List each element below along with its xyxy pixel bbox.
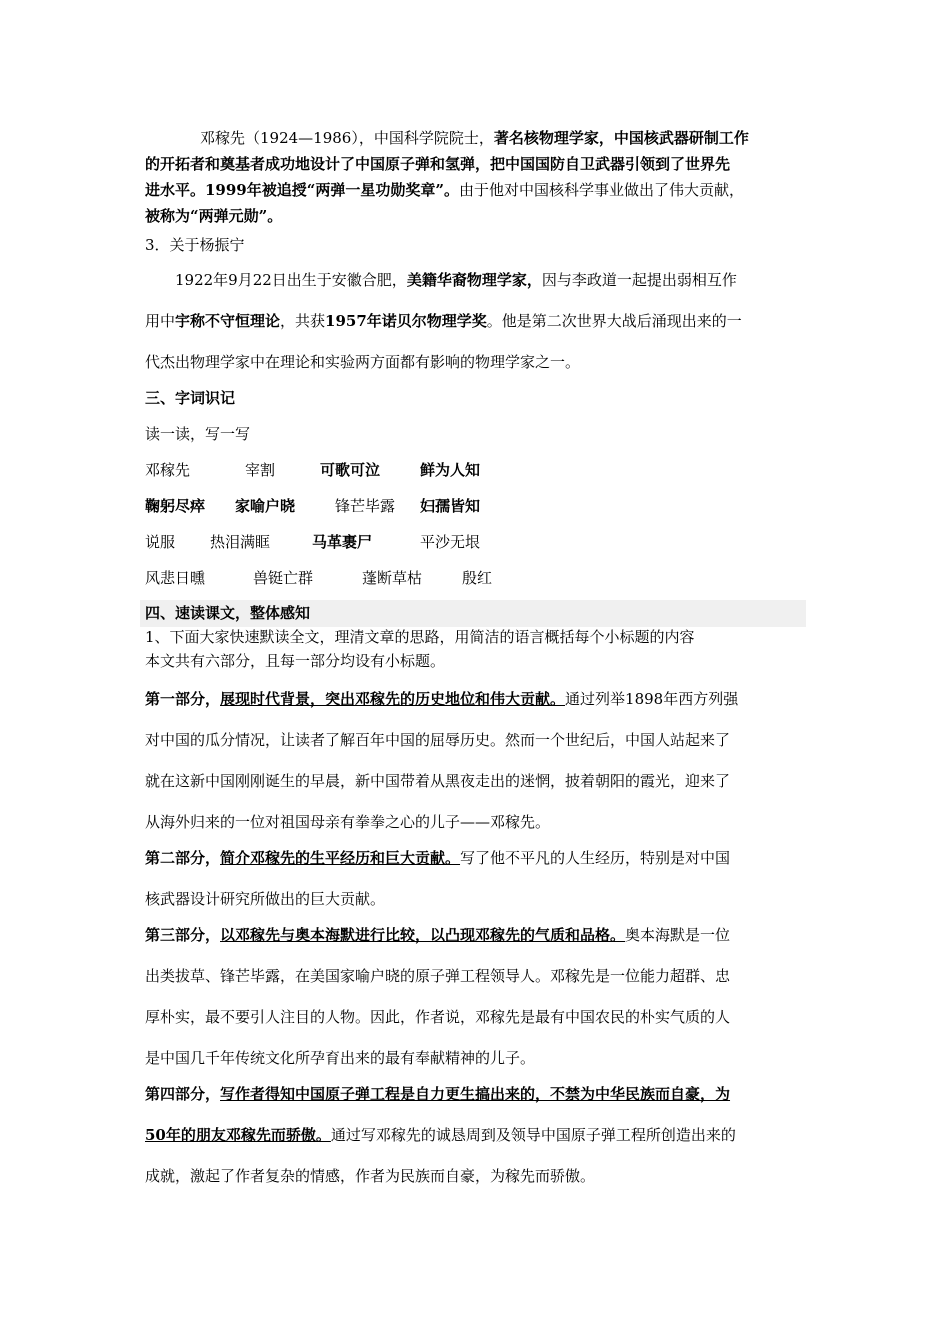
part3-line-3: 厚朴实，最不要引人注目的人物。因此，作者说，邓稼先是最有中国农民的朴实气质的人 xyxy=(145,1008,731,1026)
intro-bold-text: 被称为“两弹元勋”。 xyxy=(145,207,283,225)
intro-bold-text: 的开拓者和奠基者成功地设计了中国原子弹和氢弹，把中国国防自卫武器引领到了世界先 xyxy=(145,155,731,173)
part3-line-2: 出类拔草、锋芒毕露，在美国家喻户晓的原子弹工程领导人。邓稼先是一位能力超群、忠 xyxy=(145,967,731,985)
vocab-word: 家喻户晓 xyxy=(235,497,296,515)
vocab-word: 妇孺皆知 xyxy=(420,497,481,515)
part-title: 以邓稼先与奥本海默进行比较，以凸现邓稼先的气质和品格。 xyxy=(220,926,626,944)
part2-line-2: 核武器设计研究所做出的巨大贡献。 xyxy=(145,890,386,908)
part-text: 通过写邓稼先的诚恳周到及领导中国原子弹工程所创造出来的 xyxy=(330,1126,736,1144)
yang-line-2 xyxy=(145,311,742,331)
vocab-word: 说服 xyxy=(145,533,176,551)
intro-text: 由于他对中国核科学事业做出了伟大贡献， xyxy=(459,181,745,199)
part-label: 第一部分， xyxy=(145,690,221,708)
yang-text: 用中 xyxy=(145,312,176,330)
vocab-word: 风悲日曛 xyxy=(145,569,206,587)
part1-line-3: 就在这新中国刚刚诞生的早晨，新中国带着从黑夜走出的迷惘，披着朝阳的霞光，迎来了 xyxy=(145,772,731,790)
part-text: 通过列举1898年西方列强 xyxy=(565,690,739,708)
yang-line-1 xyxy=(175,270,737,290)
yang-text: ，共获 xyxy=(280,312,326,330)
vocab-word: 蓬断草枯 xyxy=(362,569,423,587)
vocab-word: 宰割 xyxy=(245,461,276,479)
vocab-word: 鲜为人知 xyxy=(420,461,481,479)
intro-line-2 xyxy=(145,154,730,174)
vocab-word: 平沙无垠 xyxy=(420,533,481,551)
part4-line-1 xyxy=(145,1084,730,1104)
part4-line-3: 成就，激起了作者复杂的情感，作者为民族而自豪，为稼先而骄傲。 xyxy=(145,1167,596,1185)
part3-line-4: 是中国几千年传统文化所孕育出来的最有奉献精神的儿子。 xyxy=(145,1049,536,1067)
intro-line-1 xyxy=(200,128,749,148)
part-title: 写作者得知中国原子弹工程是自力更生搞出来的，不禁为中华民族而自豪，为 xyxy=(220,1085,731,1103)
intro-bold-text: 著名核物理学家，中国核武器研制工作 xyxy=(493,129,749,147)
vocab-word: 殷红 xyxy=(462,569,493,587)
yang-bold-text: 美籍华裔物理学家， xyxy=(406,271,542,289)
part-text: 写了他不平凡的人生经历，特别是对中国 xyxy=(460,849,731,867)
yang-text: 因与李政道一起提出弱相互作 xyxy=(541,271,737,289)
yang-bold-text: 宇称不守恒理论 xyxy=(175,312,281,330)
part-text: 奥本海默是一位 xyxy=(625,926,731,944)
part-label: 第二部分， xyxy=(145,849,221,867)
part1-line-4: 从海外归来的一位对祖国母亲有拳拳之心的儿子——邓稼先。 xyxy=(145,813,551,831)
vocab-word: 热泪满眶 xyxy=(210,533,271,551)
vocab-subheading: 读一读，写一写 xyxy=(145,425,251,443)
part-title: 简介邓稼先的生平经历和巨大贡献。 xyxy=(220,849,461,867)
vocab-word: 兽铤亡群 xyxy=(253,569,314,587)
vocab-word: 鞠躬尽瘁 xyxy=(145,497,206,515)
part1-line-2: 对中国的瓜分情况，让读者了解百年中国的屈辱历史。然而一个世纪后，中国人站起来了 xyxy=(145,731,731,749)
vocab-word: 马革裹尸 xyxy=(312,533,373,551)
part4-line-2 xyxy=(145,1125,736,1145)
section-heading-reading: 四、速读课文，整体感知 xyxy=(145,604,311,622)
part-title: 50年的朋友邓稼先而骄傲。 xyxy=(145,1126,331,1144)
section-heading-vocab: 三、字词识记 xyxy=(145,389,236,407)
vocab-word: 可歌可泣 xyxy=(320,461,381,479)
yang-text: 。他是第二次世界大战后涌现出来的一 xyxy=(486,312,742,330)
part2-line-1 xyxy=(145,848,730,868)
part-label: 第三部分， xyxy=(145,926,221,944)
vocab-word: 锋芒毕露 xyxy=(335,497,396,515)
part-title: 展现时代背景，突出邓稼先的历史地位和伟大贡献。 xyxy=(220,690,566,708)
intro-line-4 xyxy=(145,206,282,226)
reading-note: 本文共有六部分，且每一部分均设有小标题。 xyxy=(145,652,446,670)
part-label: 第四部分， xyxy=(145,1085,221,1103)
section-heading-yang: 3．关于杨振宁 xyxy=(145,236,245,254)
part3-line-1 xyxy=(145,925,730,945)
yang-line-3: 代杰出物理学家中在理论和实验两方面都有影响的物理学家之一。 xyxy=(145,353,581,371)
reading-question: 1、下面大家快速默读全文，理清文章的思路，用简洁的语言概括每个小标题的内容 xyxy=(145,628,695,646)
intro-line-3 xyxy=(145,180,744,200)
vocab-word: 邓稼先 xyxy=(145,461,191,479)
yang-bold-text: 1957年诺贝尔物理学奖 xyxy=(325,312,487,330)
part1-line-1 xyxy=(145,689,738,709)
intro-text: 邓稼先（1924—1986），中国科学院院士， xyxy=(200,129,494,147)
intro-bold-text: 进水平。1999年被追授“两弹一星功勋奖章”。 xyxy=(145,181,460,199)
yang-text: 1922年9月22日出生于安徽合肥， xyxy=(175,271,407,289)
